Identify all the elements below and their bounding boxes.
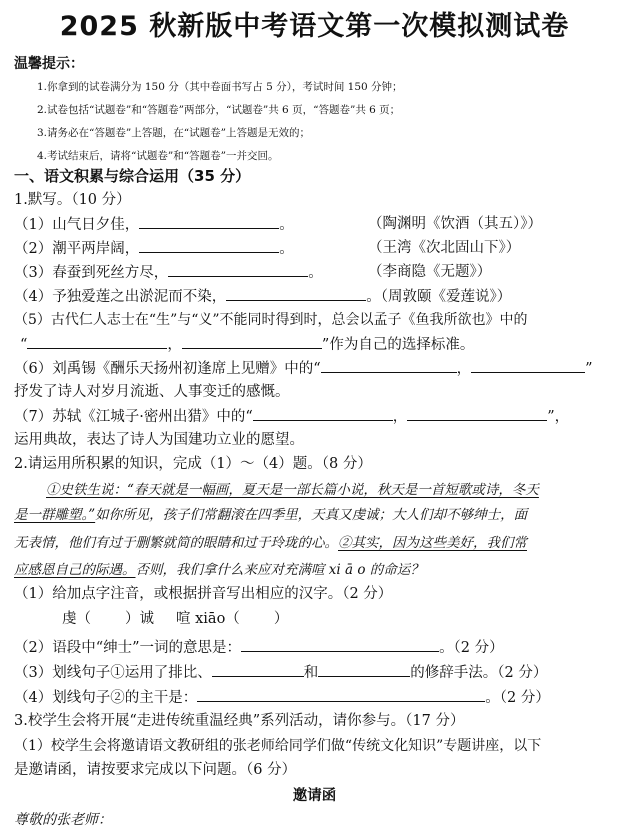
answer-blank[interactable] [241, 637, 439, 652]
q1-line-1-text: （1）山气日夕佳， [14, 217, 140, 233]
passage-line-3 [14, 533, 527, 553]
word-xiao: 喧 xiāo（ [176, 611, 240, 627]
passage-text: 如你所见，孩子们常翻滚在四季里，天真又虔诚；大人们却不够绅士，面 [95, 507, 528, 523]
q1-line-3-text: （3）春蚕到死丝方尽， [14, 265, 169, 281]
q2-sub-4 [14, 687, 550, 708]
underlined-sentence-2-end: 应感恩自己的际遇。 [14, 562, 136, 578]
passage-line-4 [14, 560, 424, 580]
q2-sub-3-end: 的修辞手法。（2 分） [410, 665, 548, 681]
q1-line-4-text: （4）予独爱莲之出淤泥而不染， [14, 289, 227, 305]
q1-line-3-end: 。 [308, 265, 323, 281]
close-quote: ”， [547, 409, 570, 425]
answer-blank[interactable] [139, 214, 279, 229]
q1-line-7b: 运用典故，表达了诗人为国建功立业的愿望。 [14, 432, 304, 448]
q2-sub-3-text: （3）划线句子①运用了排比、 [14, 665, 212, 681]
answer-blank[interactable] [27, 334, 167, 349]
question-1-label: 1.默写。（10 分） [14, 192, 131, 208]
tips-heading: 温馨提示： [14, 56, 84, 72]
word-xiao-end: ） [273, 611, 289, 627]
comma: ， [456, 361, 472, 377]
q1-line-1-source: （陶渊明《饮酒（其五）》） [368, 216, 542, 232]
word-qian: 虔（ [62, 611, 91, 627]
q2-sub-2-end: 。（2 分） [439, 640, 504, 656]
close-quote: ” [585, 361, 593, 377]
q2-sub-4-text: （4）划线句子②的主干是： [14, 690, 198, 706]
comma: ， [167, 337, 182, 353]
q1-line-2 [14, 238, 294, 259]
q1-line-3-source: （李商隐《无题》） [368, 264, 492, 280]
tip-item: 4.考试结束后，请将“试题卷”和“答题卷”一并交回。 [37, 150, 279, 162]
open-quote: “ [20, 337, 28, 353]
answer-blank[interactable] [318, 662, 410, 677]
answer-blank[interactable] [197, 687, 485, 702]
q2-sub-3 [14, 662, 547, 683]
answer-blank[interactable] [212, 662, 304, 677]
answer-blank[interactable] [168, 262, 308, 277]
passage-line-1 [46, 480, 539, 500]
answer-blank[interactable] [321, 358, 457, 373]
section-heading: 一、语文积累与综合运用（35 分） [14, 167, 251, 185]
q1-line-2-end: 。 [279, 241, 294, 257]
q1-line-5a: （5）古代仁人志士在“生”与“义”不能同时得到时，总会以孟子《鱼我所欲也》中的 [14, 312, 528, 328]
q1-line-5b [20, 334, 474, 355]
letter-greeting: 尊敬的张老师： [14, 812, 112, 828]
word-qian-end: ）诚 [125, 611, 154, 627]
q1-line-6a-text: （6）刘禹锡《酬乐天扬州初逢席上见赠》中的“ [14, 361, 321, 377]
comma: ， [392, 409, 408, 425]
answer-blank[interactable] [407, 406, 547, 421]
answer-blank[interactable] [182, 334, 322, 349]
passage-line-2 [14, 505, 527, 525]
underlined-sentence-2: ②其实，因为这些美好，我们常 [338, 535, 527, 551]
q1-line-1-end: 。 [279, 217, 294, 233]
q1-line-1 [14, 214, 294, 235]
q1-line-3 [14, 262, 323, 283]
q2-sub-1-words [62, 609, 288, 629]
passage-text: 否则，我们拿什么来应对充满喧 xi ā o 的命运？ [135, 562, 424, 578]
q1-line-4 [14, 286, 511, 307]
q3-sub-1b: 是邀请函，请按要求完成以下问题。（6 分） [14, 762, 297, 778]
q2-sub-4-end: 。（2 分） [485, 690, 550, 706]
underlined-sentence-1-end: 是一群雕塑。” [14, 507, 96, 523]
passage-text: 无表情，他们有过于删繁就简的眼睛和过于玲珑的心。 [14, 535, 338, 551]
q1-line-7a [14, 406, 569, 427]
q1-line-5b-end: ”作为自己的选择标准。 [321, 337, 475, 353]
letter-title: 邀请函 [292, 788, 337, 804]
question-3-label: 3.校学生会将开展“走进传统重温经典”系列活动，请你参与。（17 分） [14, 713, 465, 729]
q2-sub-1: （1）给加点字注音，或根据拼音写出相应的汉字。（2 分） [14, 586, 393, 602]
q1-line-4-end: 。（周敦颐《爱莲说》） [366, 289, 512, 305]
answer-blank[interactable] [253, 406, 393, 421]
question-2-label: 2.请运用所积累的知识，完成（1）～（4）题。（8 分） [14, 456, 372, 472]
q1-line-6a [14, 358, 593, 379]
answer-blank[interactable] [226, 286, 366, 301]
tip-item: 3.请务必在“答题卷”上答题，在“试题卷”上答题是无效的； [37, 127, 310, 139]
q1-line-2-source: （王湾《次北固山下》） [368, 240, 521, 256]
tip-item: 2.试卷包括“试题卷”和“答题卷”两部分，“试题卷”共 6 页，“答题卷”共 6 页； [37, 104, 401, 116]
q1-line-6b: 抒发了诗人对岁月流逝、人事变迁的感慨。 [14, 384, 290, 400]
underlined-sentence-1: ①史铁生说：“春天就是一幅画，夏天是一部长篇小说，秋天是一首短歌或诗，冬天 [46, 482, 539, 498]
answer-blank[interactable] [471, 358, 585, 373]
q1-line-2-text: （2）潮平两岸阔， [14, 241, 140, 257]
q2-sub-2-text: （2）语段中“绅士”一词的意思是： [14, 640, 242, 656]
answer-blank[interactable] [139, 238, 279, 253]
exam-title: 2025 秋新版中考语文第一次模拟测试卷 [59, 11, 570, 42]
conjunction: 和 [303, 665, 319, 681]
q1-line-7a-text: （7）苏轼《江城子·密州出猎》中的“ [14, 409, 253, 425]
q2-sub-2 [14, 637, 504, 658]
q3-sub-1a: （1）校学生会将邀请语文教研组的张老师给同学们做“传统文化知识”专题讲座，以下 [14, 738, 542, 754]
tip-item: 1.你拿到的试卷满分为 150 分（其中卷面书写占 5 分），考试时间 150 分钟； [37, 81, 403, 93]
